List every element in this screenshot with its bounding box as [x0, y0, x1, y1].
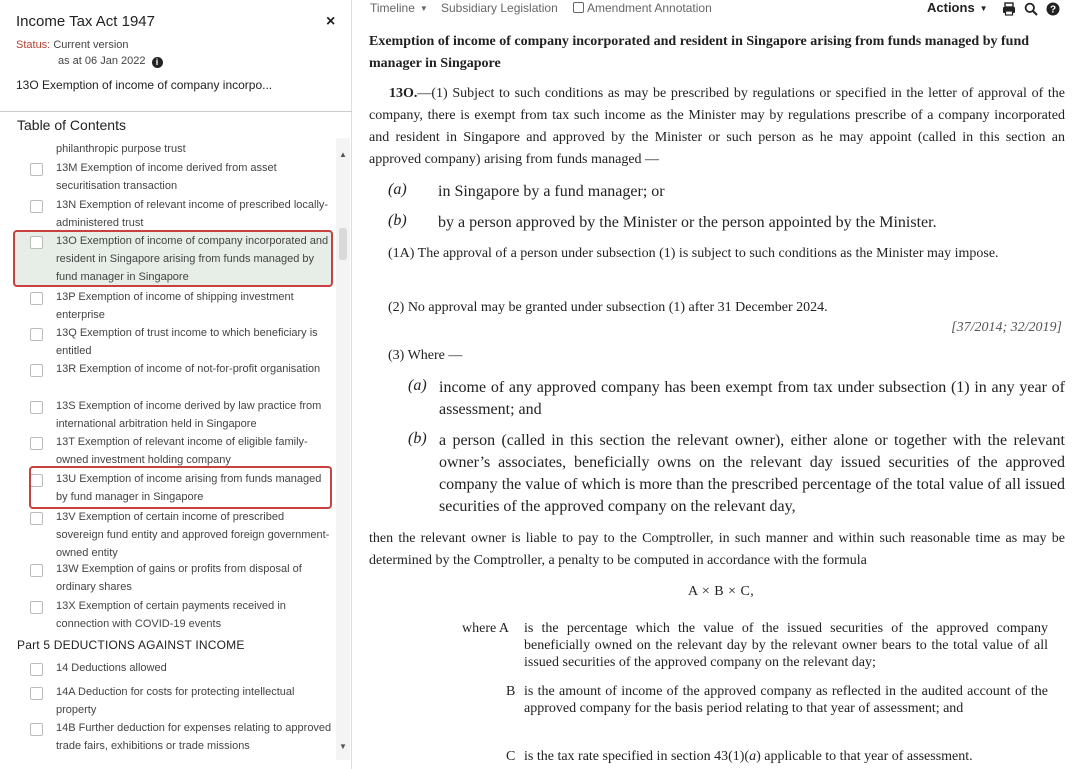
para-1b-label: (b) — [388, 212, 407, 229]
chevron-down-icon: ▼ — [419, 4, 428, 13]
para-3a-text: income of any approved company has been exempt from tax under subsection (1) in any year of assessment; and — [439, 379, 1065, 418]
toc-item[interactable] — [30, 433, 335, 469]
toc-item-label: 13P Exemption of income of shipping investment enterprise — [56, 291, 294, 321]
toc-checkbox[interactable] — [30, 564, 43, 577]
toc-item-label: 13S Exemption of income derived by law practice from international arbitration held in Singapore — [56, 400, 322, 430]
amendment-checkbox[interactable] — [573, 2, 584, 13]
toc-item-label: 13X Exemption of certain payments received in connection with COVID-19 events — [56, 600, 286, 630]
close-icon[interactable]: × — [326, 13, 336, 30]
toc-item[interactable] — [30, 719, 335, 755]
toc-checkbox[interactable] — [30, 364, 43, 377]
help-icon[interactable] — [1046, 2, 1060, 16]
toc-checkbox[interactable] — [30, 163, 43, 176]
status-label: Status: — [16, 39, 51, 51]
toc-item[interactable] — [30, 597, 335, 633]
actions-label: Actions — [927, 0, 975, 15]
para-3b-text: a person (called in this section the relevant owner), either alone or together with the relevant owner’s associates, beneficially owns on the relevant day issued securities of the approved company the value of which is more than the prescribed percentage of the total value of all issued securities of the approved company on the relevant day, — [439, 432, 1065, 515]
sidebar-header — [0, 0, 352, 112]
chevron-down-icon: ▼ — [979, 4, 988, 13]
toc-checkbox[interactable] — [30, 723, 43, 736]
section-title: Exemption of income of company incorporated and resident in Singapore arising from funds managed by fund manager in Singapore — [369, 34, 1030, 71]
toc-item[interactable] — [30, 288, 335, 324]
toc-item[interactable] — [30, 683, 335, 719]
sidebar — [0, 0, 352, 769]
toc-item[interactable] — [30, 324, 335, 360]
toc-item-label: 13V Exemption of certain income of prescribed sovereign fund entity and approved foreign government-owned entity — [56, 511, 330, 559]
scroll-thumb[interactable] — [339, 228, 347, 260]
print-icon[interactable] — [1002, 2, 1016, 16]
toc-item-label: 13O Exemption of income of company incorporated and resident in Singapore arising from funds managed by fund manager in Singapore — [56, 235, 329, 283]
toc-checkbox[interactable] — [30, 401, 43, 414]
toc-item[interactable] — [30, 196, 335, 232]
part-heading: Part 5 DEDUCTIONS AGAINST INCOME — [17, 638, 245, 652]
penalty-clause: then the relevant owner is liable to pay to the Comptroller, in such manner and within such reasonable time as may be determined by the Comptroller, a penalty to be computed in accordance with the formula — [369, 531, 1065, 568]
toc-item-label: 13R Exemption of income of not-for-profit organisation — [56, 363, 321, 375]
as-at-text: as at 06 Jan 2022 — [58, 55, 146, 67]
section-number: 13O. — [389, 86, 418, 101]
toc-item-label: 14A Deduction for costs for protecting intellectual property — [56, 686, 295, 716]
subsection-1A: (1A) The approval of a person under subsection (1) is subject to such conditions as the Minister may impose. — [388, 246, 999, 261]
toc-checkbox[interactable] — [30, 687, 43, 700]
toc-item-label: 14B Further deduction for expenses relating to approved trade fairs, exhibitions or trade missions — [56, 722, 332, 752]
var-a-text: is the percentage which the value of the issued securities of the approved company beneficially owned on the relevant day by the relevant owner bears to the total value of all issued securities of the approved company on the relevant day; — [524, 621, 1048, 670]
var-b-key: B — [506, 684, 516, 699]
toc-item[interactable] — [30, 560, 335, 596]
toc-item-label: 13T Exemption of relevant income of eligible family-owned investment holding company — [56, 436, 308, 466]
var-c-post: ) applicable to that year of assessment. — [756, 749, 973, 764]
para-1b-text: by a person approved by the Minister or the person appointed by the Minister. — [438, 214, 937, 231]
toc-checkbox[interactable] — [30, 200, 43, 213]
toc-scrollbar[interactable] — [336, 138, 350, 760]
var-c-key: C — [506, 749, 516, 764]
status-value: Current version — [53, 39, 129, 51]
toc-checkbox[interactable] — [30, 437, 43, 450]
toc-item[interactable] — [30, 140, 335, 158]
subsection-1 — [369, 83, 1065, 171]
para-3a-label: (a) — [408, 377, 427, 394]
toc-checkbox[interactable] — [30, 292, 43, 305]
toc-item[interactable] — [30, 360, 335, 378]
toc-item[interactable] — [30, 397, 335, 433]
timeline-label: Timeline — [370, 1, 415, 15]
toc-item-label: 13W Exemption of gains or profits from disposal of ordinary shares — [56, 563, 302, 593]
toc-item-label: 13U Exemption of income arising from funds managed by fund manager in Singapore — [56, 473, 322, 503]
toc-checkbox[interactable] — [30, 601, 43, 614]
current-section: 13O Exemption of income of company incorpo... — [16, 78, 273, 92]
top-toolbar — [352, 0, 1080, 18]
amendment-note: [37/2014; 32/2019] — [951, 320, 1062, 335]
timeline-dropdown[interactable] — [370, 1, 428, 15]
toc-checkbox[interactable] — [30, 236, 43, 249]
subsidiary-legislation-link[interactable]: Subsidiary Legislation — [441, 1, 558, 15]
subsection-3: (3) Where — — [388, 348, 463, 363]
toc-checkbox[interactable] — [30, 474, 43, 487]
toc-item[interactable] — [0, 508, 330, 562]
para-1a-text: in Singapore by a fund manager; or — [438, 183, 665, 200]
var-b-text: is the amount of income of the approved company as reflected in the audited account of the approved company for the basis period relating to that year of assessment; and — [524, 684, 1048, 716]
toc-item-label: philanthropic purpose trust — [56, 143, 186, 155]
var-c-pre: is the tax rate specified in section 43(1)( — [524, 749, 750, 764]
toc-item-label: 13Q Exemption of trust income to which beneficiary is entitled — [56, 327, 318, 357]
toc-item-active[interactable] — [14, 232, 332, 286]
toc-item[interactable] — [30, 159, 335, 195]
main-content — [352, 18, 1080, 769]
toc-item-label: 14 Deductions allowed — [56, 662, 167, 674]
para-1a-label: (a) — [388, 181, 407, 198]
var-c-text — [524, 748, 1048, 765]
subsection-1-text: —(1) Subject to such conditions as may be prescribed by regulations or specified in the letter of approval of the company, there is exempt from tax such income as the Minister may by regulations prescribe of a company incorporated and resident in Singapore and approved by the Minister or such person as he may appoint (called in this section an approved company) arising from funds managed — — [369, 86, 1065, 167]
info-icon[interactable]: i — [152, 57, 163, 68]
status-line — [16, 39, 129, 51]
amendment-label: Amendment Annotation — [587, 1, 712, 15]
search-icon[interactable] — [1024, 2, 1038, 16]
toc-item-label: 13M Exemption of income derived from asset securitisation transaction — [56, 162, 277, 192]
toc-checkbox[interactable] — [30, 663, 43, 676]
act-title: Income Tax Act 1947 — [16, 13, 155, 30]
where-a-label: where A — [462, 621, 510, 636]
toc-checkbox[interactable] — [30, 512, 43, 525]
toc-item[interactable] — [30, 470, 335, 506]
subsection-2: (2) No approval may be granted under subsection (1) after 31 December 2024. — [388, 300, 828, 315]
penalty-formula: A × B × C, — [688, 584, 755, 599]
para-3b-label: (b) — [408, 430, 427, 447]
scroll-up-icon[interactable]: ▲ — [339, 150, 347, 159]
toc-checkbox[interactable] — [30, 328, 43, 341]
scroll-down-icon[interactable]: ▼ — [339, 742, 347, 751]
toc-list — [0, 138, 336, 758]
toc-item-label: 13N Exemption of relevant income of prescribed locally-administered trust — [56, 199, 329, 229]
actions-dropdown[interactable] — [927, 0, 988, 15]
toc-heading: Table of Contents — [17, 117, 126, 133]
amendment-annotation-toggle[interactable] — [573, 1, 712, 15]
as-at-date — [58, 55, 163, 68]
svg-text:?: ? — [1049, 4, 1057, 16]
var-c-italic: a — [749, 749, 757, 764]
toc-item[interactable] — [30, 659, 335, 677]
